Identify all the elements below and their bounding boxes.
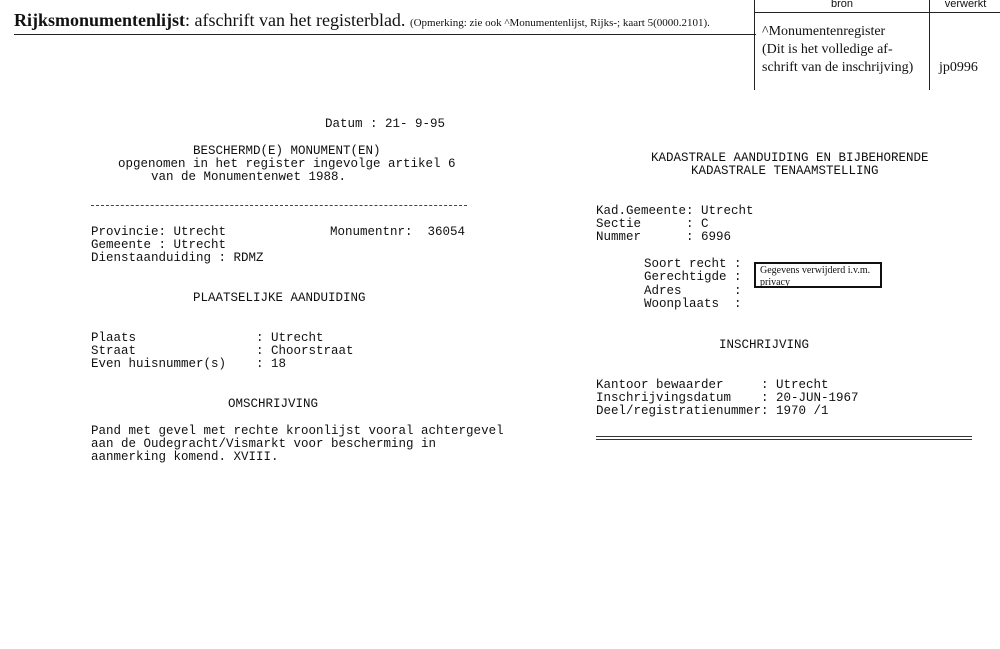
source-table — [754, 0, 1000, 90]
title-rest: : afschrift van het registerblad. — [185, 10, 406, 30]
monument-title: BESCHERMD(E) MONUMENT(EN) — [193, 144, 381, 158]
verwerkt-header: verwerkt — [944, 0, 987, 10]
inschrijving-heading: INSCHRIJVING — [719, 338, 810, 352]
title-bold: Rijksmonumentenlijst — [14, 10, 186, 30]
monumentnr: Monumentnr: 36054 — [330, 225, 466, 239]
verwerkt-value: jp0996 — [939, 60, 978, 75]
bron-header: bron — [830, 0, 854, 10]
kantoor-bewaarder: Kantoor bewaarder : Utrecht — [596, 378, 829, 392]
table-column-divider — [929, 0, 930, 90]
table-header-divider — [755, 12, 1000, 13]
plaatselijke-heading: PLAATSELIJKE AANDUIDING — [193, 291, 366, 305]
woonplaats: Woonplaats : — [644, 297, 742, 311]
description-line-1: Pand met gevel met rechte kroonlijst vooral achtergevel — [91, 424, 504, 438]
straat: Straat : Choorstraat — [91, 344, 354, 358]
subtitle-line-2: van de Monumentenwet 1988. — [151, 170, 347, 184]
gemeente: Gemeente : Utrecht — [91, 238, 227, 252]
kadastrale-title-1: KADASTRALE AANDUIDING EN BIJBEHORENDE — [651, 151, 929, 165]
section-divider — [91, 205, 467, 206]
kad-gemeente: Kad.Gemeente: Utrecht — [596, 204, 754, 218]
deel-registratienummer: Deel/registratienummer: 1970 /1 — [596, 404, 829, 418]
provincie: Provincie: Utrecht — [91, 225, 227, 239]
adres: Adres : — [644, 284, 742, 298]
huisnummer: Even huisnummer(s) : 18 — [91, 357, 287, 371]
bron-line-1: ^Monumentenregister — [762, 24, 886, 39]
header-rule — [14, 34, 756, 35]
description-line-3: aanmerking komend. XVIII. — [91, 450, 279, 464]
closing-double-rule — [596, 436, 972, 440]
document-title — [14, 10, 710, 31]
bron-line-3: schrift van de inschrijving) — [762, 60, 914, 75]
bron-line-2: (Dit is het volledige af- — [762, 42, 893, 57]
soort-recht: Soort recht : — [644, 257, 742, 271]
plaats: Plaats : Utrecht — [91, 331, 324, 345]
dienstaanduiding: Dienstaanduiding : RDMZ — [91, 251, 264, 265]
subtitle-line-1: opgenomen in het register ingevolge artikel 6 — [118, 157, 456, 171]
privacy-notice-box: Gegevens verwijderd i.v.m. privacy — [754, 262, 882, 288]
description-line-2: aan de Oudegracht/Vismarkt voor bescherming in — [91, 437, 437, 451]
header-note: (Opmerking: zie ook ^Monumentenlijst, Rijks-; kaart 5(0000.2101). — [409, 17, 710, 29]
sectie: Sectie : C — [596, 217, 709, 231]
omschrijving-heading: OMSCHRIJVING — [228, 397, 319, 411]
nummer: Nummer : 6996 — [596, 230, 732, 244]
datum: Datum : 21- 9-95 — [325, 117, 446, 131]
kadastrale-title-2: KADASTRALE TENAAMSTELLING — [691, 164, 879, 178]
inschrijvingsdatum: Inschrijvingsdatum : 20-JUN-1967 — [596, 391, 859, 405]
gerechtigde: Gerechtigde : — [644, 270, 742, 284]
